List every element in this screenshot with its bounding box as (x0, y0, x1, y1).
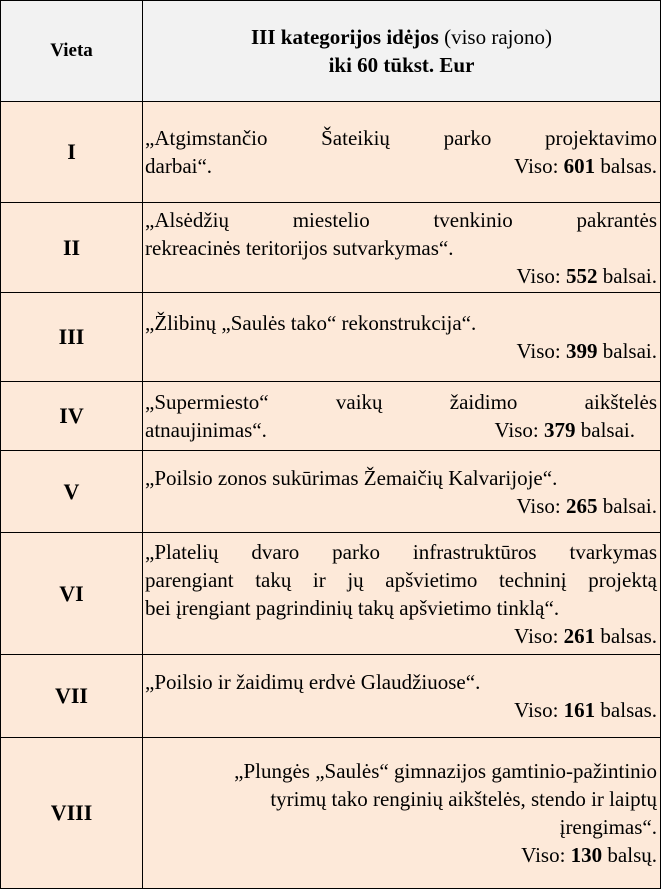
place-cell: I (1, 102, 143, 203)
votes-count: 265 (566, 493, 598, 518)
votes-text (145, 262, 657, 290)
idea-line: „Platelių dvaro parko infrastruktūros tvarkymas (145, 539, 657, 564)
votes-count: 130 (570, 843, 603, 867)
votes-suffix: balsai. (575, 418, 635, 442)
idea-line: darbai“. (145, 154, 213, 178)
votes-suffix: balsai. (597, 263, 657, 288)
votes-count: 399 (566, 339, 598, 363)
idea-cell (143, 293, 661, 382)
table-row (1, 533, 661, 655)
votes-count: 261 (563, 623, 596, 648)
votes-suffix: balsai. (597, 493, 657, 518)
votes-suffix: balsas. (595, 698, 657, 722)
votes-text (514, 152, 657, 180)
idea-line-with-votes (145, 152, 657, 180)
votes-text (145, 622, 657, 650)
place-cell: V (1, 451, 143, 533)
ideas-header-title-normal: (viso rajono) (438, 25, 552, 49)
place-cell: IV (1, 382, 143, 451)
ideas-header-subtitle: iki 60 tūkst. Eur (328, 53, 475, 77)
votes-prefix: Viso: (514, 698, 564, 722)
idea-line: atnaujinimas“. (145, 418, 267, 442)
votes-prefix: Viso: (521, 843, 571, 867)
idea-line: „Poilsio zonos sukūrimas Žemaičių Kalvarijoje“. (145, 465, 558, 490)
idea-line: bei įrengiant pagrindinių takų apšvietimo tinklą“. (145, 595, 560, 620)
votes-prefix: Viso: (514, 623, 564, 648)
idea-line: „Alsėdžių miestelio tvenkinio pakrantės (145, 207, 657, 232)
idea-line: „Plungės „Saulės“ gimnazijos gamtinio-pažintinio (234, 759, 657, 783)
table-row (1, 203, 661, 293)
table-row (1, 451, 661, 533)
votes-text (495, 416, 635, 444)
idea-cell (143, 203, 661, 293)
votes-suffix: balsas. (595, 154, 657, 178)
idea-line: „Poilsio ir žaidimų erdvė Glaudžiuose“. (145, 670, 481, 694)
idea-cell (143, 533, 661, 655)
ideas-column-header (143, 1, 661, 102)
ideas-header-title-bold: III kategorijos idėjos (251, 25, 439, 49)
table-row (1, 293, 661, 382)
votes-text (145, 337, 657, 365)
idea-line: „Atgimstančio Šateikių parko projektavimo (145, 126, 657, 150)
place-cell: VI (1, 533, 143, 655)
idea-line: „Supermiesto“ vaikų žaidimo aikštelės (145, 390, 657, 414)
votes-prefix: Viso: (516, 339, 567, 363)
votes-prefix: Viso: (516, 493, 567, 518)
votes-count: 379 (544, 418, 576, 442)
votes-count: 161 (563, 698, 596, 722)
idea-cell (143, 738, 661, 889)
table-row (1, 102, 661, 203)
table-header-row (1, 1, 661, 102)
idea-line: įrengimas“. (559, 815, 657, 839)
idea-cell (143, 102, 661, 203)
idea-line: tyrimų tako renginių aikštelės, stendo ir laiptų (270, 787, 657, 811)
votes-text (145, 696, 657, 724)
idea-line: „Žlibinų „Saulės tako“ rekonstrukcija“. (145, 311, 477, 335)
idea-cell (143, 451, 661, 533)
votes-count: 601 (563, 154, 596, 178)
place-column-header (1, 1, 143, 102)
votes-text (145, 841, 657, 869)
ideas-header-title (143, 23, 660, 51)
votes-suffix: balsas. (595, 623, 657, 648)
votes-suffix: balsai. (597, 339, 657, 363)
place-header-label: Vieta (50, 40, 93, 61)
idea-line: parengiant takų ir jų apšvietimo techninį projektą (145, 567, 657, 592)
table-row (1, 738, 661, 889)
votes-prefix: Viso: (494, 418, 545, 442)
table-row (1, 382, 661, 451)
idea-cell (143, 655, 661, 738)
place-cell: II (1, 203, 143, 293)
idea-line: rekreacinės teritorijos sutvarkymas“. (145, 235, 454, 260)
table-row (1, 655, 661, 738)
idea-cell (143, 382, 661, 451)
place-cell: III (1, 293, 143, 382)
place-cell: VIII (1, 738, 143, 889)
votes-suffix: balsų. (602, 843, 657, 867)
votes-prefix: Viso: (516, 263, 567, 288)
votes-count: 552 (566, 263, 598, 288)
votes-text (145, 492, 657, 520)
idea-line-with-votes (145, 416, 657, 444)
place-cell: VII (1, 655, 143, 738)
votes-prefix: Viso: (514, 154, 564, 178)
